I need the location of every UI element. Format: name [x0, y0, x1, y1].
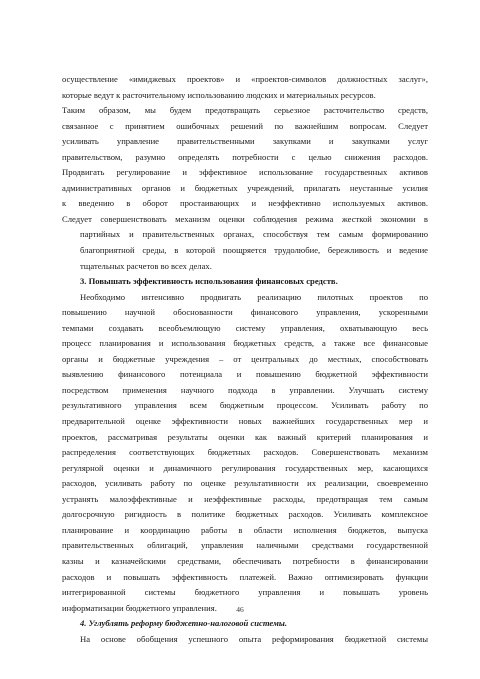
text-line: устранять малоэффективные и неэффективные расходы, предотвращая тем самым — [62, 493, 428, 504]
page-number: 46 — [236, 605, 244, 614]
text-line: связанное с принятием ошибочных решений по важнейшим вопросам. Следует — [62, 120, 428, 131]
text-line: регулярной оценки и динамичного регулирования государственных мер, касающихся — [62, 462, 428, 473]
text-line: казны и казначейскими средствами, обеспечивать потребности в финансировании — [62, 555, 428, 566]
text-line: посредством применения научного подхода в управлении. Улучшать систему — [62, 384, 428, 395]
text-line: проектов, рассматривая результаты оценки как важный критерий планирования и — [62, 431, 428, 442]
text-line: усиливать управление правительственными закупками и закупками услуг — [62, 136, 428, 147]
text-line: благоприятной среды, в которой поощряется трудолюбие, бережливость и ведение — [80, 245, 428, 256]
text-line: распределения соответствующих бюджетных расходов. Совершенствовать механизм — [62, 447, 428, 458]
text-line: расходов, усиливать работу по оценке результативности их реализации, своевременно — [62, 478, 428, 489]
text-line: интегрированной системы бюджетного управления и повышать уровень — [62, 587, 428, 598]
text-line: планирование и координацию работы в области исполнения бюджетов, выпуска — [62, 524, 428, 535]
text-line: которые ведут к расточительному использованию людских и материальных ресурсов. — [62, 89, 376, 100]
text-line: темпами создавать всеобъемлющую систему управления, охватывающую весь — [62, 322, 428, 333]
document-page — [62, 72, 428, 647]
text-line: результативного управления всем бюджетным процессом. Усиливать работу по — [62, 400, 428, 411]
text-line: На основе обобщения успешного опыта реформирования бюджетной системы — [80, 633, 428, 644]
text-line: Необходимо интенсивно продвигать реализацию пилотных проектов по — [80, 291, 428, 302]
text-line: предварительной оценке эффективности новых важнейших государственных мер и — [62, 416, 428, 427]
text-line: правительственных облигаций, управления наличными средствами государственной — [62, 540, 428, 551]
text-line: информатизации бюджетного управления. — [62, 602, 217, 613]
text-line: административных органов и бюджетных учреждений, прилагать неустанные усилия — [62, 182, 428, 193]
text-line: Таким образом, мы будем предотвращать серьезное расточительство средств, — [62, 105, 428, 116]
text-line: органы и бюджетные учреждения – от центральных до местных, способствовать — [62, 353, 428, 364]
paragraph-2 — [62, 290, 428, 616]
text-line: партийных и правительственных органах, способствуя тем самым формированию — [80, 229, 428, 240]
text-line: правительством, разумно определять потребности с целью снижения расходов. — [62, 151, 428, 162]
text-line: осуществление «имиджевых проектов» и «проектов-символов должностных заслуг», — [62, 74, 428, 84]
text-line: Продвигать регулирование и эффективное использование государственных активов — [62, 167, 428, 178]
text-line: к введению в оборот простаивающих и неэффективно используемых активов. — [62, 198, 428, 209]
section-heading-3: 3. Повышать эффективность использования финансовых средств. — [80, 276, 338, 287]
text-line: расходов и повышать эффективность платежей. Важно оптимизировать функции — [62, 571, 428, 582]
text-line: повышению научной обоснованности финансового управления, ускоренными — [62, 307, 428, 318]
section-heading-4: 4. Углублять реформу бюджетно-налоговой системы. — [80, 618, 288, 629]
text-line: процесс планирования и использования бюджетных средств, а также все финансовые — [62, 338, 428, 349]
text-line: выявлению финансового потенциала и повышению бюджетной эффективности — [62, 369, 428, 380]
text-line: долгосрочную ригидность в политике бюджетных расходов. Усиливать комплексное — [62, 509, 428, 520]
text-line: тщательных расчетов во всех делах. — [80, 260, 212, 271]
text-line: Следует совершенствовать механизм оценки соблюдения режима жесткой экономии в — [62, 213, 428, 224]
paragraph-3 — [62, 632, 428, 648]
paragraph-1 — [62, 72, 428, 274]
